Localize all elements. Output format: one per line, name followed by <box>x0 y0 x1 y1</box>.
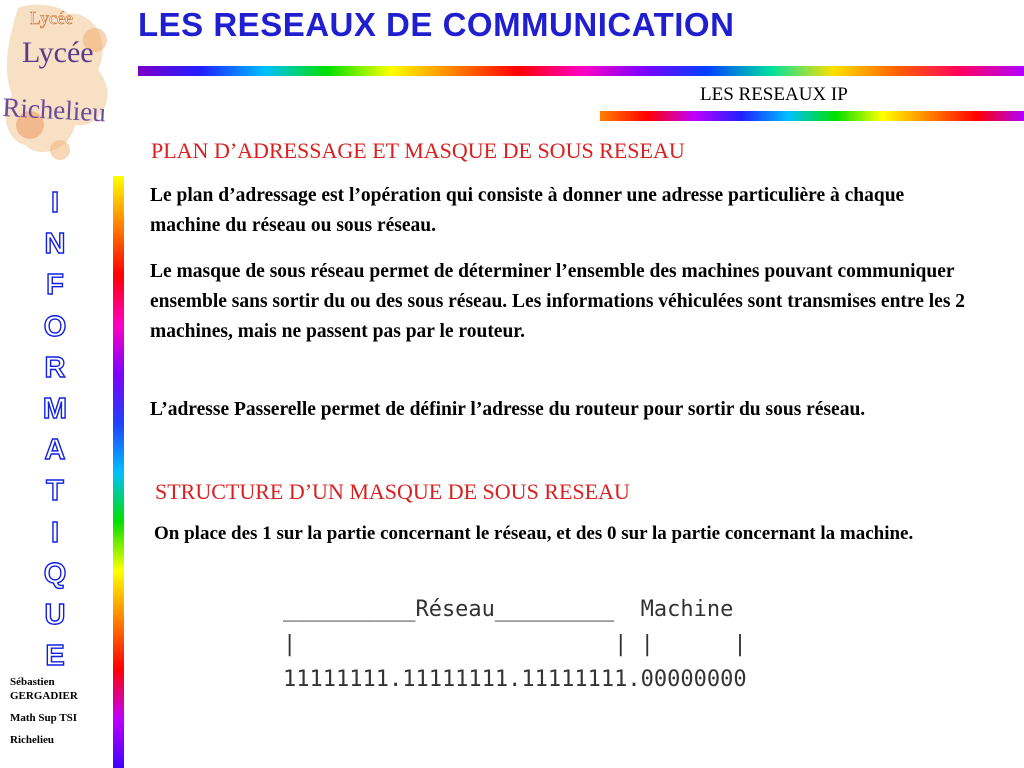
vertical-letter: F <box>46 269 64 302</box>
vertical-letter: A <box>44 434 66 467</box>
vertical-letter: N <box>44 228 66 261</box>
vertical-letter: Q <box>43 557 67 590</box>
logo-text-3: Richelieu <box>1 92 107 128</box>
lycee-richelieu-logo <box>0 0 140 175</box>
rainbow-divider-vertical <box>113 176 124 768</box>
vertical-letter: E <box>45 640 65 673</box>
logo-text-1: Lycée <box>30 8 73 28</box>
vertical-letter: M <box>42 393 68 426</box>
page-title: LES RESEAUX DE COMMUNICATION <box>138 6 735 43</box>
mask-diagram-line-labels: __________Réseau_________ Machine <box>283 597 734 622</box>
vertical-informatique <box>30 183 80 677</box>
subnet-mask-diagram <box>283 592 747 697</box>
paragraph-passerelle: L’adresse Passerelle permet de définir l’adresse du routeur pour sortir du sous réseau. <box>150 399 866 420</box>
vertical-letter: U <box>44 599 66 632</box>
author-class: Math Sup TSI <box>10 712 78 724</box>
slide-subtitle: LES RESEAUX IP <box>700 84 848 105</box>
logo-text-2: Lycée <box>22 36 94 69</box>
mask-diagram-line-bits: 11111111.11111111.11111111.00000000 <box>283 667 747 692</box>
vertical-letter: I <box>50 516 60 549</box>
author-last-name: GERGADIER <box>10 690 78 702</box>
vertical-letter: R <box>44 351 66 384</box>
mask-diagram-line-brackets: | | | | <box>283 632 747 657</box>
author-school: Richelieu <box>10 734 54 746</box>
paragraph-plan-adressage: Le plan d’adressage est l’opération qui consiste à donner une adresse particulière à chaque machine du réseau ou sous réseau. <box>150 185 905 236</box>
rainbow-divider-subtitle <box>600 111 1024 121</box>
rainbow-divider-top <box>138 66 1024 76</box>
vertical-letter: O <box>43 310 67 343</box>
section-heading-plan-adressage: PLAN D’ADRESSAGE ET MASQUE DE SOUS RESEAU <box>151 138 685 163</box>
section-heading-structure-masque: STRUCTURE D’UN MASQUE DE SOUS RESEAU <box>155 479 630 504</box>
paragraph-structure-masque: On place des 1 sur la partie concernant le réseau, et des 0 sur la partie concernant la machine. <box>154 523 914 544</box>
vertical-letter: T <box>46 475 64 508</box>
author-first-name: Sébastien <box>10 676 55 688</box>
author-info <box>10 675 78 755</box>
vertical-letter: I <box>50 187 60 219</box>
paragraph-masque: Le masque de sous réseau permet de déterminer l’ensemble des machines pouvant communiquer ensemble sans sortir du ou des sous réseau. Les informations véhiculées sont transmises entre les 2 machines, mais ne passent pas par le routeur. <box>150 261 966 342</box>
